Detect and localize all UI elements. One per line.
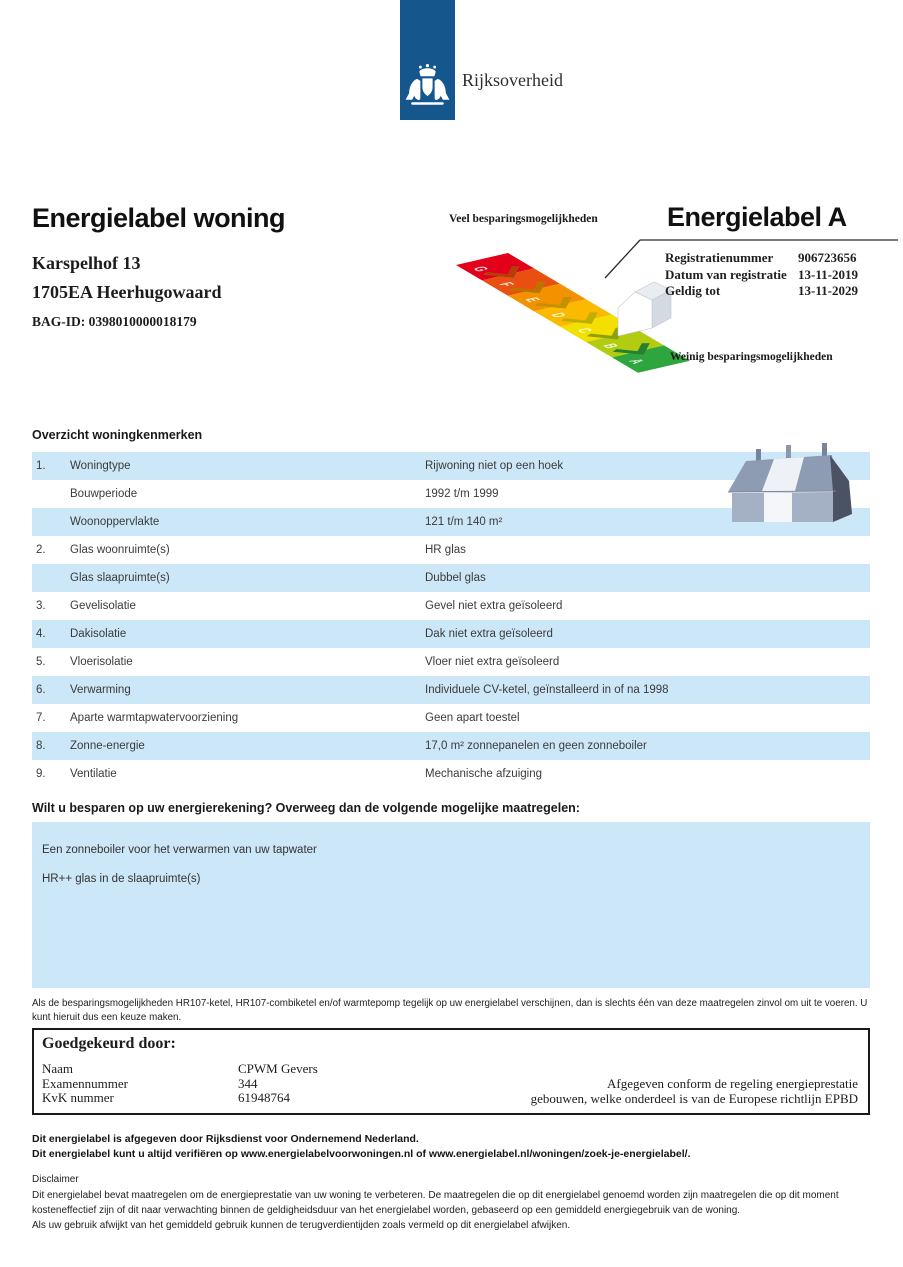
row-value: Dubbel glas (425, 572, 486, 584)
row-value: HR glas (425, 544, 466, 556)
row-label: Woonoppervlakte (70, 516, 160, 528)
bag-id: BAG-ID: 0398010000018179 (32, 314, 197, 329)
energy-label-class-title: Energielabel A (667, 202, 847, 232)
approval-heading: Goedgekeurd door: (42, 1035, 176, 1052)
table-row (32, 760, 870, 788)
row-number: 3. (36, 600, 46, 612)
row-number: 8. (36, 740, 46, 752)
disclaimer-text: kosteneffectief zijn of dit naar verwachting binnen de geldigheidsduur van het energielabel worden, gebaseerd op een gemiddeld energiegebruik van de woning. (32, 1205, 741, 1216)
measures-note: Als de besparingsmogelijkheden HR107-ketel, HR107-combiketel en/of warmtepomp tegelijk op uw energielabel verschijnen, dan is slechts één van deze maatregelen zinvol om uit te voeren. U kunt hieruit dus een keuze maken. (32, 998, 868, 1023)
field-label: Examennummer (42, 1075, 128, 1091)
row-label: Glas slaapruimte(s) (70, 572, 170, 584)
row-value: Dak niet extra geïsoleerd (425, 628, 553, 640)
row-value: 1992 t/m 1999 (425, 488, 499, 500)
registration-label: Registratienummer (665, 250, 774, 265)
row-value: Mechanische afzuiging (425, 768, 542, 780)
table-row (32, 564, 870, 592)
row-label: Bouwperiode (70, 488, 138, 500)
registration-value: 13-11-2019 (798, 266, 858, 282)
table-row (32, 732, 870, 760)
table-row (32, 592, 870, 620)
row-house-illustration (722, 443, 857, 533)
row-number: 2. (36, 544, 46, 556)
callout-diagonal-line (605, 240, 640, 278)
registration-info (665, 250, 900, 300)
row-label: Aparte warmtapwatervoorziening (70, 712, 239, 724)
row-label: Ventilatie (70, 768, 117, 780)
registration-row (665, 267, 900, 284)
row-number: 7. (36, 712, 46, 724)
measure-item: Een zonneboiler voor het verwarmen van uw tapwater (42, 844, 317, 856)
row-value: Vloer niet extra geïsoleerd (425, 656, 560, 668)
registration-row (665, 283, 900, 300)
row-label: Vloerisolatie (70, 656, 133, 668)
field-value: 61948764 (238, 1090, 290, 1105)
disclaimer-text: Dit energielabel bevat maatregelen om de energieprestatie van uw woning te verbeteren. De maatregelen die op dit energielabel genoemd worden zijn maatregelen die op dit moment (32, 1190, 839, 1201)
registration-label: Geldig tot (665, 283, 721, 298)
rijksoverheid-wordmark: Rijksoverheid (462, 70, 563, 90)
disclaimer-text: Als uw gebruik afwijkt van het gemiddeld gebruik kunnen de terugverdientijden zoals vermeld op dit energielabel afwijken. (32, 1220, 571, 1231)
row-value: 121 t/m 140 m² (425, 516, 503, 528)
row-label: Zonne-energie (70, 740, 145, 752)
row-number: 9. (36, 768, 46, 780)
table-row (32, 536, 870, 564)
caption-much-savings: Veel besparingsmogelijkheden (449, 213, 598, 225)
disclaimer-title: Disclaimer (32, 1174, 79, 1185)
measure-item: HR++ glas in de slaapruimte(s) (42, 873, 201, 885)
row-label: Dakisolatie (70, 628, 127, 640)
row-value: Individuele CV-ketel, geïnstalleerd in of na 1998 (425, 684, 669, 696)
row-label: Verwarming (70, 684, 131, 696)
table-row (32, 704, 870, 732)
row-number: 4. (36, 628, 46, 640)
row-value: Gevel niet extra geïsoleerd (425, 600, 563, 612)
field-label: Naam (42, 1061, 74, 1076)
measures-heading: Wilt u besparen op uw energierekening? Overweeg dan de volgende mogelijke maatregelen: (32, 801, 580, 815)
rijksoverheid-coat-of-arms-icon (402, 62, 453, 112)
row-number: 6. (36, 684, 46, 696)
house-marker-icon (618, 282, 671, 336)
row-number: 1. (36, 460, 46, 472)
conform-statement (531, 1077, 858, 1106)
approval-field (42, 1062, 860, 1077)
row-label: Woningtype (70, 460, 131, 472)
field-label: KvK nummer (42, 1090, 114, 1105)
registration-value: 13-11-2029 (798, 283, 858, 298)
address-city: 1705EA Heerhugowaard (32, 282, 222, 302)
registration-value: 906723656 (798, 250, 857, 265)
table-row (32, 676, 870, 704)
row-value: 17,0 m² zonnepanelen en geen zonneboiler (425, 740, 647, 752)
conform-line: gebouwen, welke onderdeel is van de Europese richtlijn EPBD (530, 1090, 858, 1106)
field-value: CPWM Gevers (238, 1061, 318, 1076)
issued-by-statement: Dit energielabel is afgegeven door Rijksdienst voor Ondernemend Nederland. (32, 1133, 419, 1145)
conform-line: Afgegeven conform de regeling energieprestatie (607, 1076, 858, 1091)
page-title: Energielabel woning (32, 203, 286, 233)
row-label: Gevelisolatie (70, 600, 136, 612)
row-label: Glas woonruimte(s) (70, 544, 170, 556)
row-number: 5. (36, 656, 46, 668)
approval-box (32, 1028, 870, 1115)
address-street: Karspelhof 13 (32, 253, 141, 273)
caption-little-savings: Weinig besparingsmogelijkheden (670, 351, 833, 363)
row-value: Geen apart toestel (425, 712, 520, 724)
table-row (32, 648, 870, 676)
table-row (32, 620, 870, 648)
verify-statement: Dit energielabel kunt u altijd verifiëren op www.energielabelvoorwoningen.nl of www.energielabel.nl/woningen/zoek-je-energielabel/. (32, 1148, 691, 1160)
registration-row (665, 250, 900, 267)
row-value: Rijwoning niet op een hoek (425, 460, 564, 472)
field-value: 344 (238, 1075, 258, 1091)
measures-box (32, 822, 870, 988)
table-heading: Overzicht woningkenmerken (32, 428, 203, 442)
registration-label: Datum van registratie (665, 266, 787, 282)
